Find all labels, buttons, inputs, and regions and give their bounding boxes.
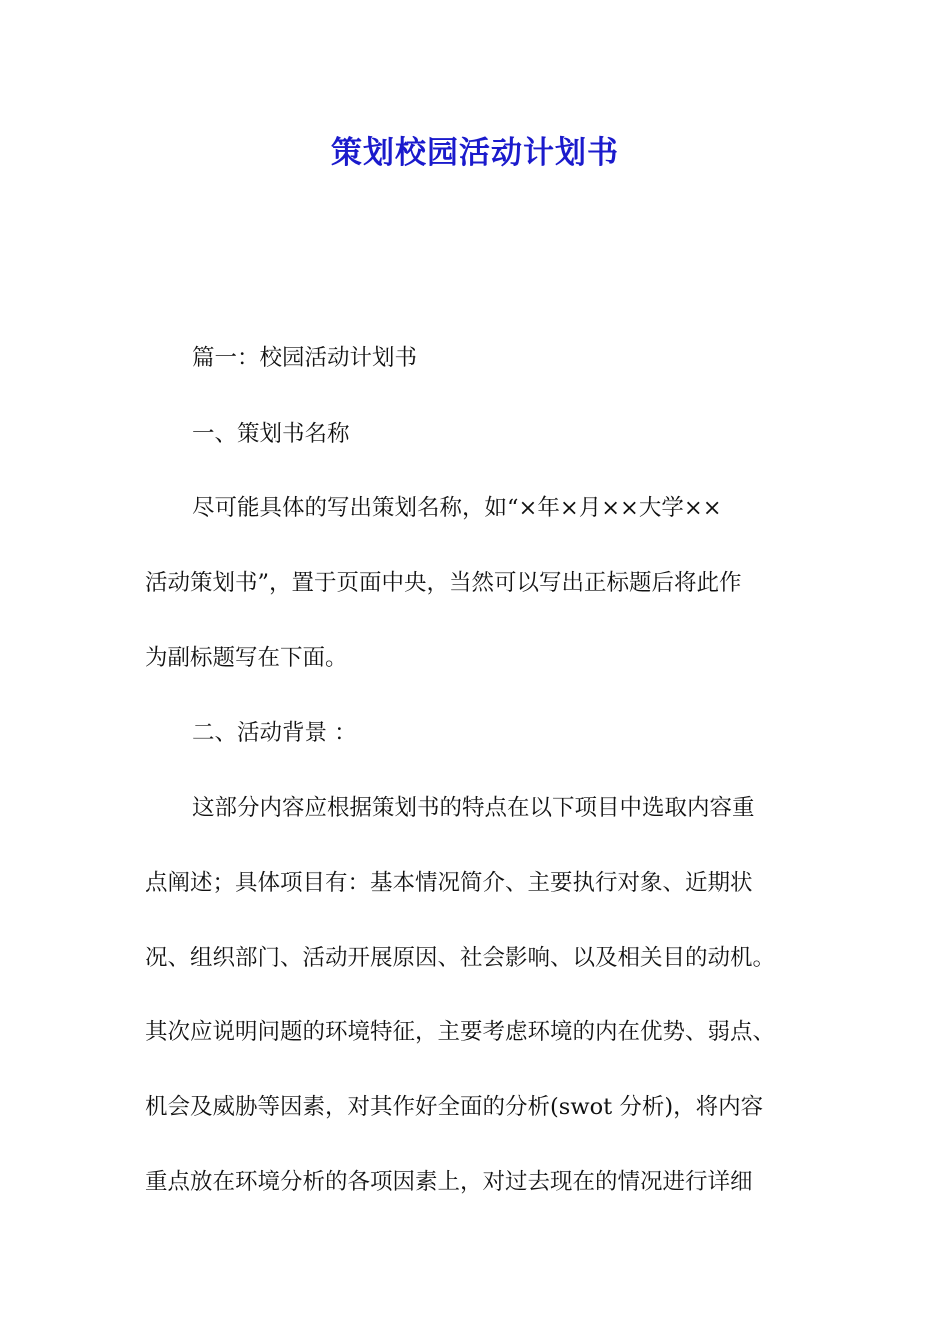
paragraph-line: 重点放在环境分析的各项因素上，对过去现在的情况进行详细 [145,1169,753,1195]
paragraph-line: 况、组织部门、活动开展原因、社会影响、以及相关目的动机。 [145,945,776,971]
paragraph-line: 其次应说明问题的环境特征，主要考虑环境的内在优势、弱点、 [145,1019,776,1045]
paragraph-line: 为副标题写在下面。 [145,645,348,671]
paragraph-line: 活动策划书”，置于页面中央，当然可以写出正标题后将此作 [145,570,742,596]
section-heading-part-one: 篇一：校园活动计划书 [192,345,418,371]
paragraph-line: 尽可能具体的写出策划名称，如“×年×月××大学×× [192,495,722,521]
section-heading-background: 二、活动背景 ： [192,720,357,746]
paragraph-line: 点阐述；具体项目有：基本情况简介、主要执行对象、近期状 [145,870,753,896]
paragraph-line: 这部分内容应根据策划书的特点在以下项目中选取内容重 [192,795,755,821]
paragraph-line: 机会及威胁等因素，对其作好全面的分析(swot 分析)，将内容 [145,1094,764,1120]
section-heading-name: 一、策划书名称 [192,421,350,447]
document-title: 策划校园活动计划书 [331,135,619,171]
